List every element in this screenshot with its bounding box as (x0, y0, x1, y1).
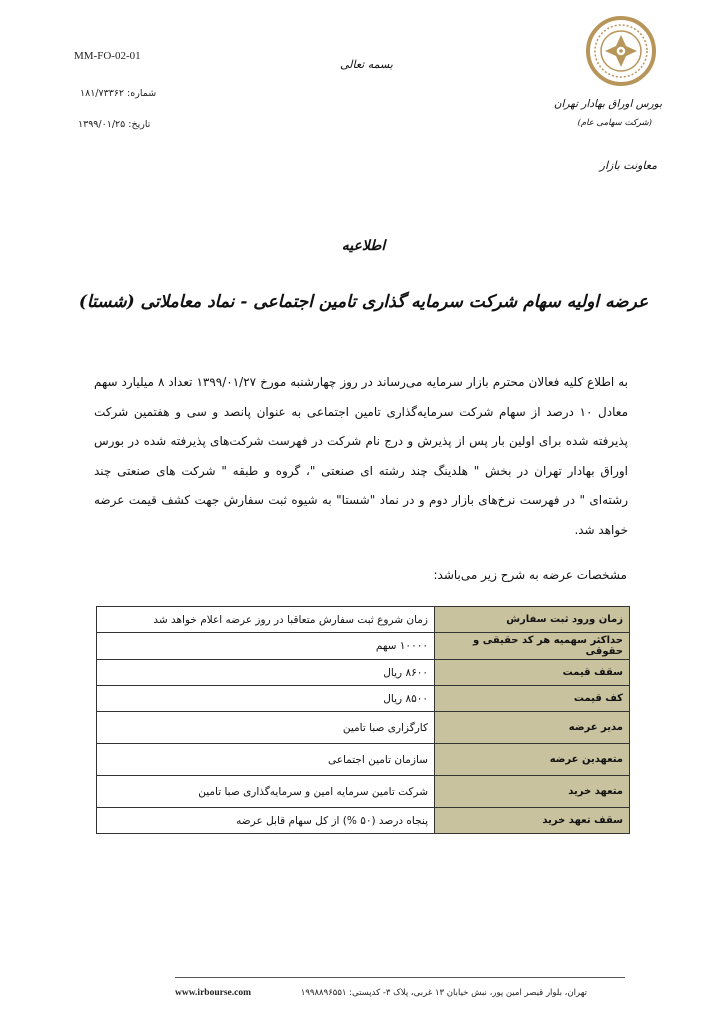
row-label: زمان ورود ثبت سفارش (435, 607, 630, 633)
table-row (97, 686, 630, 712)
table-row (97, 607, 630, 633)
footer-divider (175, 977, 625, 978)
table-row (97, 660, 630, 686)
row-value: زمان شروع ثبت سفارش متعاقبا در روز عرضه اعلام خواهد شد (97, 607, 435, 633)
basmala: بسمه تعالی (340, 58, 393, 71)
ifb-emblem-icon (585, 15, 657, 87)
row-label: متعهد خرید (435, 776, 630, 808)
notice-heading: اطلاعیه (341, 238, 386, 254)
document-number: شماره: ۱۸۱/۷۳۳۶۲ (80, 88, 157, 99)
footer-address: تهران، بلوار قیصر امین پور، نبش خیابان ۱۳ غربی، پلاک ۳- کدپستی: ۱۹۹۸۸۹۶۵۵۱ (300, 988, 587, 998)
notice-body: به اطلاع کلیه فعالان محترم بازار سرمایه می‌رساند در روز چهارشنبه مورخ ۱۳۹۹/۰۱/۲۷ تعداد ۸ میلیارد سهم معادل ۱۰ درصد از سهام شرکت سرمایه‌گذاری تامین اجتماعی به عنوان پانصد و سی و هفتمین شرکت پذیرفته شده برای اولین بار پس از پذیرش و درج نام شرکت در فهرست شرکت‌های پذیرفته شده در بورس اوراق بهادار تهران در بخش " هلدینگ چند رشته ای صنعتی "، گروه و طبقه " شرکت های صنعتی چند رشته‌ای " در فهرست نرخ‌های بازار دوم و در نماد "شستا" به شیوه ثبت سفارش جهت کشف قیمت عرضه خواهد شد. (94, 375, 628, 537)
organization-name: بورس اوراق بهادار تهران (553, 98, 662, 110)
row-value: ۸۶۰۰ ریال (97, 660, 435, 686)
table-row (97, 808, 630, 834)
department-name: معاونت بازار (599, 159, 657, 172)
row-value: شرکت تامین سرمایه امین و سرمایه‌گذاری صبا تامین (97, 776, 435, 808)
table-row (97, 776, 630, 808)
organization-subtitle: (شرکت سهامی عام) (577, 118, 652, 128)
form-code: MM-FO-02-01 (74, 50, 141, 62)
offering-specs-table (96, 606, 630, 834)
row-label: متعهدین عرضه (435, 744, 630, 776)
row-value: پنجاه درصد (۵۰ %) از کل سهام قابل عرضه (97, 808, 435, 834)
row-value: کارگزاری صبا تامین (97, 712, 435, 744)
row-label: مدیر عرضه (435, 712, 630, 744)
row-label: حداکثر سهمیه هر کد حقیقی و حقوقی (435, 633, 630, 660)
row-value: سازمان تامین اجتماعی (97, 744, 435, 776)
row-label: کف قیمت (435, 686, 630, 712)
row-value: ۱۰۰۰۰ سهم (97, 633, 435, 660)
row-label: سقف قیمت (435, 660, 630, 686)
table-row (97, 712, 630, 744)
notice-title: عرضه اولیه سهام شرکت سرمایه گذاری تامین اجتماعی - نماد معاملاتی (شستا) (78, 292, 649, 312)
row-label: سقف تعهد خرید (435, 808, 630, 834)
document-date: تاریخ: ۱۳۹۹/۰۱/۲۵ (78, 119, 151, 130)
table-row (97, 744, 630, 776)
table-row (97, 633, 630, 660)
row-value: ۸۵۰۰ ریال (97, 686, 435, 712)
footer-website: www.irbourse.com (175, 988, 251, 998)
specs-label: مشخصات عرضه به شرح زیر می‌باشد: (433, 568, 627, 582)
